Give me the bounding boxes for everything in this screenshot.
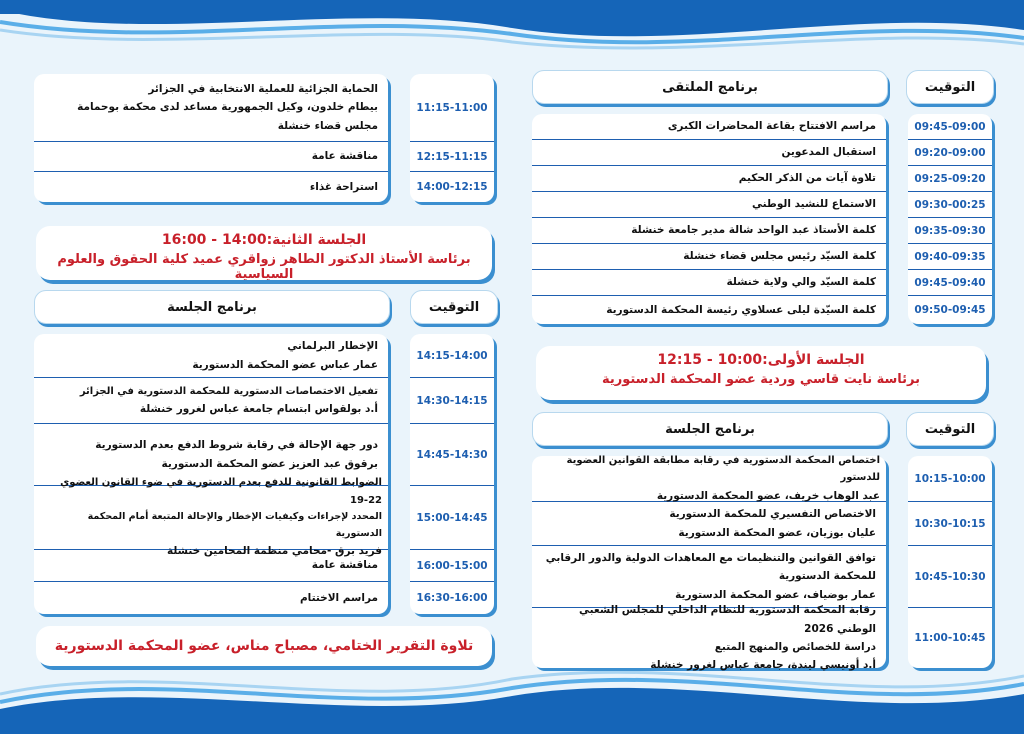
time-cell: 10:30-10:15	[908, 502, 992, 546]
program-item: الاستماع للنشيد الوطني	[532, 192, 886, 218]
time-cell: 11:00-10:45	[914, 632, 986, 644]
program-item: مناقشة عامة	[34, 142, 388, 172]
time-cell: 14:00-12:15	[416, 181, 488, 193]
time-cell: 10:15-10:00	[908, 456, 992, 502]
time-cell: 09:25-09:20	[908, 166, 992, 192]
session1-program-column	[532, 454, 886, 672]
session2-program-column	[34, 334, 388, 614]
program-item: مناقشة عامة	[34, 550, 388, 582]
session1-banner	[536, 346, 986, 400]
time-cell: 10:45-10:30	[908, 546, 992, 608]
top-wave-decoration	[0, 0, 1024, 60]
session2-chair: برئاسة الأستاذ الدكتور الطاهر زواقري عميد كلية الحقوق والعلوم السياسية	[57, 252, 471, 282]
session2-banner	[36, 226, 492, 280]
session2-program-header: برنامج الجلسة	[34, 290, 390, 324]
program-item: كلمة السيّد رئيس مجلس قضاء خنشلة	[532, 244, 886, 270]
session2-title: الجلسة الثانية:14:00 - 16:00	[161, 232, 367, 248]
program-item: الضوابط القانونية للدفع بعدم الدستورية في ضوء القانون العضوي 22-19 المحدد لإجراءات وكيفيات الإخطار والإحالة المتبعة أمام المحكمة الدستورية فريد برق -محامي منظمة المحامين خنشلة	[34, 486, 388, 550]
program-item: توافق القوانين والتنظيمات مع المعاهدات الدولية والدور الرقابي للمحكمة الدستورية عمار بوضياف، عضو المحكمة الدستورية	[532, 546, 886, 608]
session1-chair: برئاسة نايت قاسي وردية عضو المحكمة الدستورية	[601, 372, 921, 387]
opening-program-column	[532, 114, 886, 324]
top-time-column	[410, 74, 494, 202]
program-item: الإخطار البرلماني عمار عباس عضو المحكمة الدستورية	[34, 334, 388, 378]
opening-time-column	[908, 114, 992, 324]
program-item: كلمة الأستاذ عبد الواحد شالة مدير جامعة خنشلة	[532, 218, 886, 244]
time-cell: 09:40-09:35	[908, 244, 992, 270]
session2-time-column	[410, 334, 494, 614]
top-program-column	[34, 74, 388, 202]
session1-time-column	[908, 456, 992, 668]
session1-time-header: التوقيت	[906, 412, 994, 446]
session2-time-header: التوقيت	[410, 290, 498, 324]
time-cell: 09:50-09:45	[914, 304, 986, 316]
program-item: استراحة غذاء	[309, 180, 378, 193]
time-cell: 16:30-16:00	[416, 592, 488, 604]
time-cell: 14:45-14:30	[410, 424, 494, 486]
program-item: اختصاص المحكمة الدستورية في رقابة مطابقة القوانين العضوية للدستور عبد الوهاب خريف، عضو المحكمة الدستورية	[532, 456, 886, 502]
program-item: دور جهة الإحالة في رقابة شروط الدفع بعدم الدستورية برقوق عبد العزيز عضو المحكمة الدستورية	[34, 424, 388, 486]
program-item: مراسم الاختتام	[299, 591, 378, 604]
time-cell: 14:15-14:00	[410, 334, 494, 378]
program-item: الحماية الجزائية للعملية الانتخابية في الجزائر بيطام خلدون، وكيل الجمهورية مساعد لدى محكمة بوحمامة مجلس قضاء خنشلة	[34, 74, 388, 142]
time-cell: 11:15-11:00	[410, 74, 494, 142]
program-item: كلمة السيّدة ليلى عسلاوي رئيسة المحكمة الدستورية	[606, 303, 876, 316]
program-item: تلاوة آيات من الذكر الحكيم	[532, 166, 886, 192]
session1-title: الجلسة الأولى:10:00 - 12:15	[657, 352, 865, 368]
time-cell: 15:00-14:45	[410, 486, 494, 550]
time-cell: 09:20-09:00	[908, 140, 992, 166]
time-cell: 16:00-15:00	[410, 550, 494, 582]
program-item: الاختصاص التفسيري للمحكمة الدستورية عليان بوزيان، عضو المحكمة الدستورية	[532, 502, 886, 546]
program-item: تفعيل الاختصاصات الدستورية للمحكمة الدستورية في الجزائر أ.د بولقواس ابتسام جامعة عباس لغرور خنشلة	[34, 378, 388, 424]
time-cell: 14:30-14:15	[410, 378, 494, 424]
program-item: مراسم الافتتاح بقاعة المحاضرات الكبرى	[532, 114, 886, 140]
program-item: رقابة المحكمة الدستورية للنظام الداخلي للمجلس الشعبي الوطني 2026 دراسة للخصائص والمنهج المتبع أ.د أونيسي ليندة، جامعة عباس لغرور خنشلة	[578, 604, 876, 672]
time-cell: 12:15-11:15	[410, 142, 494, 172]
closing-banner	[36, 626, 492, 666]
closing-text: تلاوة التقرير الختامي، مصباح مناس، عضو المحكمة الدستورية	[54, 638, 474, 654]
program-item: استقبال المدعوين	[532, 140, 886, 166]
time-cell: 09:45-09:40	[908, 270, 992, 296]
right-program-header: برنامج الملتقى	[532, 70, 888, 104]
time-cell: 09:35-09:30	[908, 218, 992, 244]
time-cell: 09:30-00:25	[908, 192, 992, 218]
time-cell: 09:45-09:00	[908, 114, 992, 140]
right-time-header: التوقيت	[906, 70, 994, 104]
session1-program-header: برنامج الجلسة	[532, 412, 888, 446]
program-item: كلمة السيّد والي ولاية خنشلة	[532, 270, 886, 296]
